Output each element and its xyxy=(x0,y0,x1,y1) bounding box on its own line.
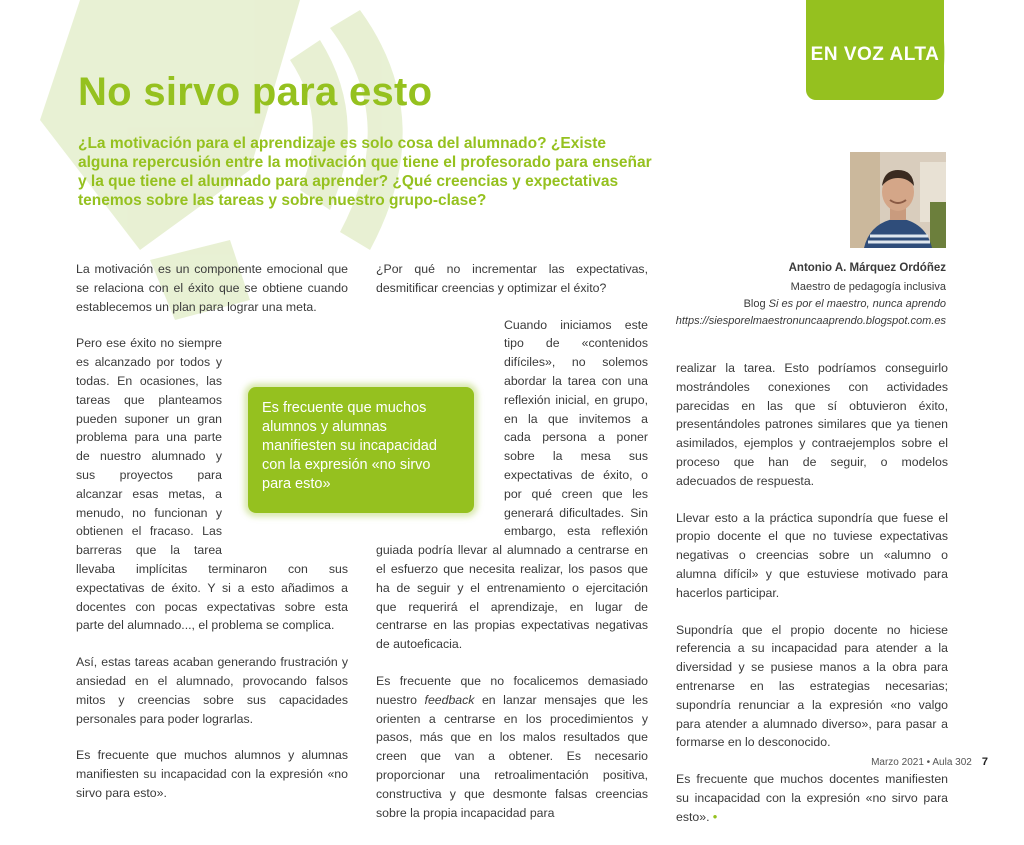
paragraph: Es frecuente que muchos alumnos y alumnas manifiesten su incapacidad con la expresión «no sirvo para esto». xyxy=(76,748,348,800)
paragraph: realizar la tarea. Esto podríamos conseguirlo mostrándoles conexiones con actividades parecidas en las que sí obtuvieron éxito, presentándoles patrones similares que ya tienen asimilados, ejemplos y contraejemplos sobre el proceso que han de seguir, o modelos adecuados de respuesta. xyxy=(676,361,948,488)
emphasis: feedback xyxy=(424,692,475,707)
article-lead: ¿La motivación para el aprendizaje es solo cosa del alumnado? ¿Existe alguna repercusión entre la motivación que tiene el profesorado para enseñar y la que tiene el alumnado para aprender? ¿Qué creencias y expectativas tenemos sobre las tareas y sobre nuestro grupo-clase? xyxy=(78,135,652,209)
article-title: No sirvo para esto xyxy=(78,70,433,114)
paragraph: La motivación es un componente emocional que se relaciona con el éxito que se obtiene cuando establecemos un plan para lograr una meta. xyxy=(76,262,348,314)
page-number: 7 xyxy=(981,756,988,768)
author-blog-link[interactable]: https://siesporelmaestronuncaaprendo.blogspot.com.es xyxy=(675,315,946,327)
author-credit xyxy=(626,260,946,330)
paragraph: ¿Por qué no incrementar las expectativas, desmitificar creencias y optimizar el éxito? xyxy=(376,262,648,295)
end-mark: • xyxy=(712,809,718,824)
author-role: Maestro de pedagogía inclusiva xyxy=(790,281,946,293)
author-blog-prefix: Blog xyxy=(743,298,769,310)
author-portrait-icon xyxy=(850,152,946,248)
paragraph: Así, estas tareas acaban generando frustración y ansiedad en el alumnado, provocando falsos mitos y creencias sobre sus capacidades personales para poder lograrlas. xyxy=(76,655,348,726)
paragraph: Es frecuente que no focalicemos demasiado nuestro feedback en lanzar mensajes que les orienten a centrarse en los procedimientos y pasos, más que en los malos resultados que creen que van a obtener. Es necesario proporcionar una retroalimentación positiva, constructiva y que desmonte falsas creencias sobre la propia incapacidad para xyxy=(376,673,648,820)
issue-info: Marzo 2021 • Aula 302 xyxy=(871,757,972,768)
paragraph: Supondría que el propio docente no hiciese referencia a su incapacidad para atender a la diversidad y se pusiese manos a la obra para entrenarse en las estrategias necesarias; supondría renunciar a la expresión «no valgo para atender a alumnado diverso», para pasar a formarse en lo desconocido. xyxy=(676,622,948,750)
paragraph: Pero ese éxito no siempre es alcanzado por todos y todas. En ocasiones, las tareas que planteamos pueden suponer un gran problema para una parte de nuestro alumnado y sus proyectos para alcanzar esas metas, a menudo, no funcionan y obtienen el fracaso. Las barreras que la tarea llevaba implícitas terminaron con sus expectativas de éxito. Y si a esto añadimos a docentes con pocas expectativas sobre esta parte del alumnado..., el problema se complica. xyxy=(76,336,348,633)
author-blog-title: Si es por el maestro, nunca aprendo xyxy=(768,298,946,310)
column-2 xyxy=(376,260,648,840)
column-3 xyxy=(676,359,948,845)
author-name: Antonio A. Márquez Ordóñez xyxy=(788,262,946,274)
paragraph: Es frecuente que muchos docentes manifiesten su incapacidad con la expresión «no sirvo para esto». • xyxy=(676,772,948,824)
section-tab xyxy=(806,0,944,100)
paragraph: Llevar esto a la práctica supondría que fuese el propio docente el que no tuviese expectativas negativas o creencias sobre un «alumno o alumna difícil» y que estuviese motivado para hacerlos participar. xyxy=(676,510,948,600)
pull-quote: Es frecuente que muchos alumnos y alumnas manifiesten su incapacidad con la expresión «no sirvo para esto» xyxy=(248,387,474,513)
column-1 xyxy=(76,260,348,821)
section-label: EN VOZ ALTA xyxy=(810,44,940,65)
author-photo xyxy=(850,152,946,248)
paragraph: Cuando iniciamos este tipo de «contenidos difíciles», no solemos abordar la tarea con una reflexión inicial, en grupo, en la que invitemos a cada persona a poner sobre la mesa sus expectativas de éxito, o por qué creen que les generará dificultades. Sin embargo, esta reflexión guiada podría llevar al alumnado a centrarse en el esfuerzo que necesita realizar, los pasos que ha de seguir y el entrenamiento o ejercitación que requerirá el aprendizaje, en lugar de centrarse en las propias expectativas negativas de autoeficacia. xyxy=(376,317,648,652)
page-footer xyxy=(871,756,988,768)
